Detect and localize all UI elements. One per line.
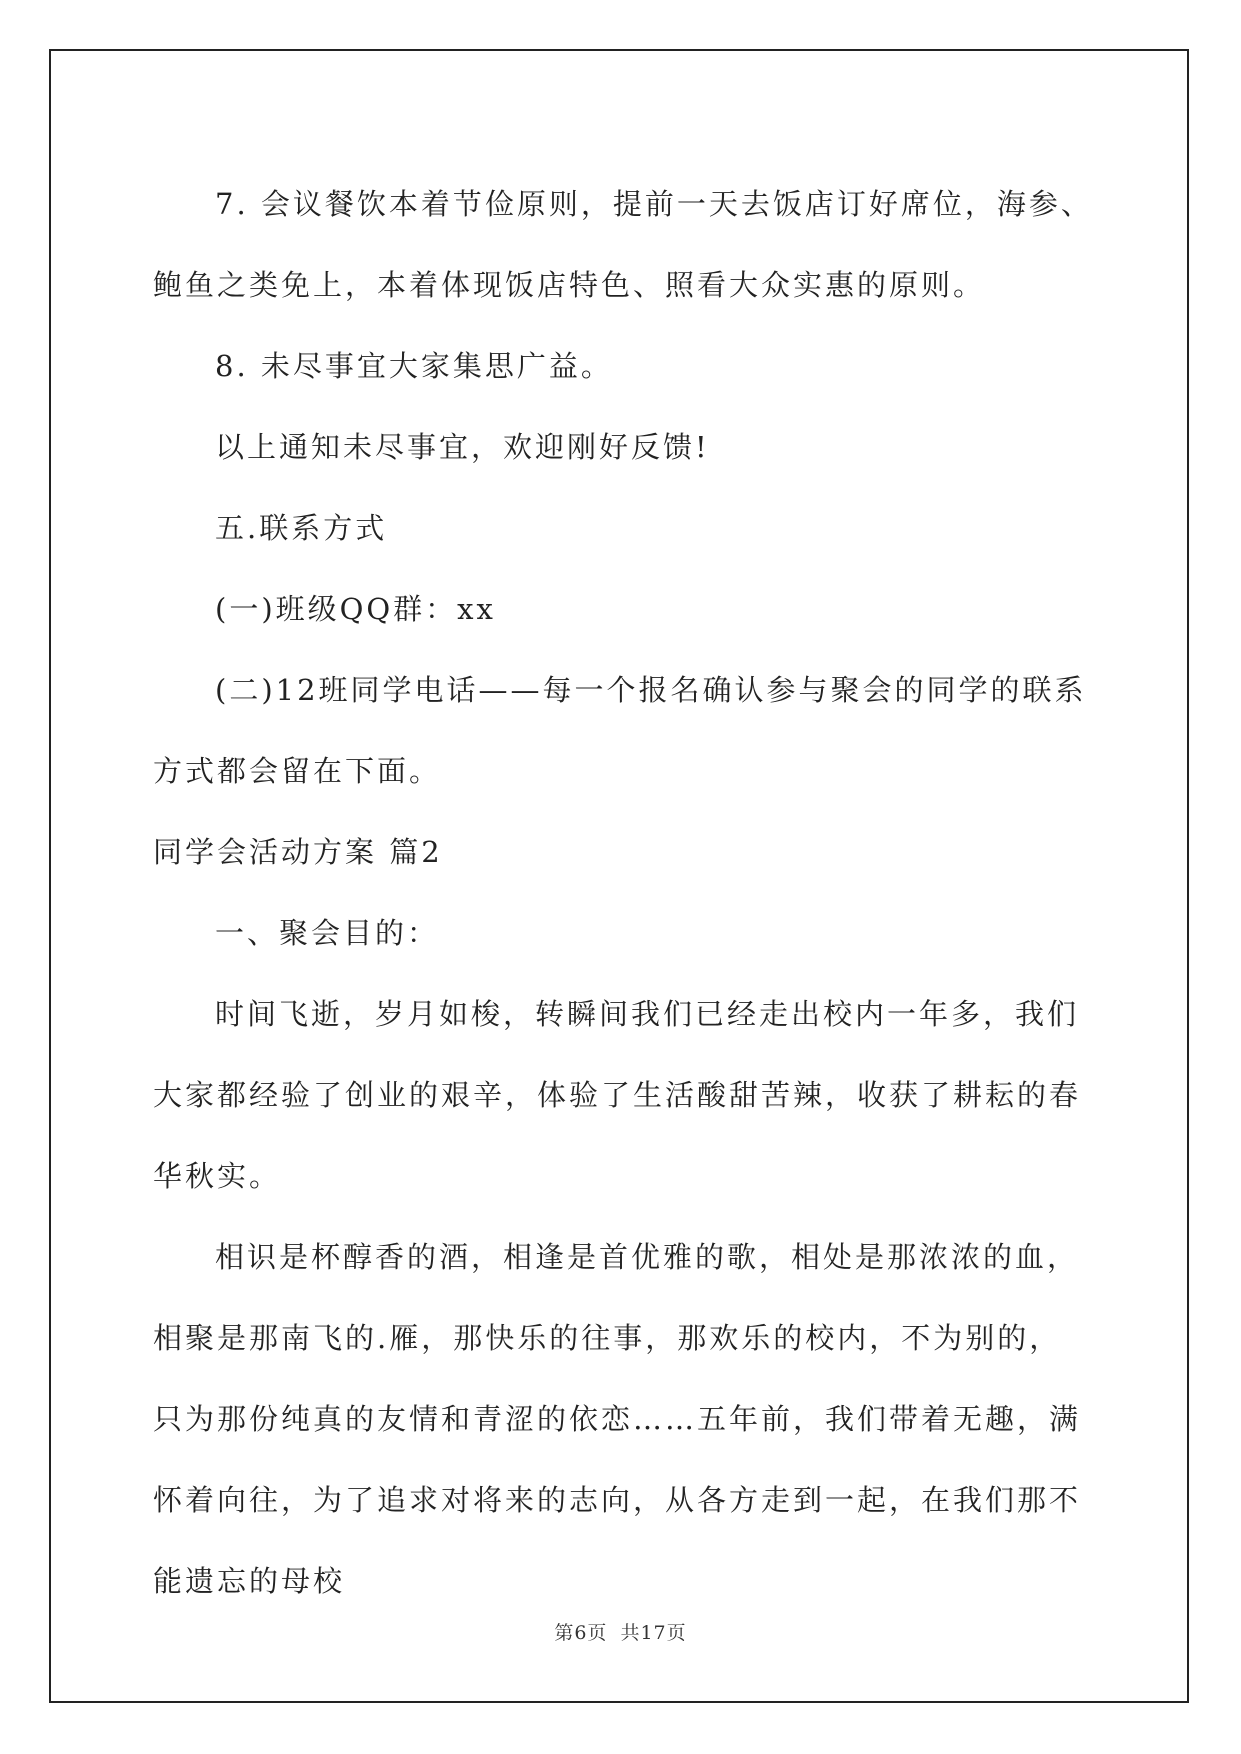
paragraph-catering: 7. 会议餐饮本着节俭原则，提前一天去饭店订好席位，海参、鲍鱼之类免上，本着体现饭店特色、照看大众实惠的原则。 [153, 187, 1093, 302]
page-footer [0, 1618, 1241, 1645]
paragraph-qq-group: (一)班级QQ群：xx [215, 592, 496, 626]
paragraph-reunion: 相识是杯醇香的酒，相逢是首优雅的歌，相处是那浓浓的血，相聚是那南飞的.雁，那快乐的往事，那欢乐的校内，不为别的，只为那份纯真的友情和青涩的依恋……五年前，我们带着无趣，满怀着向往，为了追求对将来的志向，从各方走到一起，在我们那不能遗忘的母校 [153, 1240, 1082, 1598]
article-title: 同学会活动方案 篇2 [153, 835, 443, 869]
section-heading-purpose: 一、聚会目的： [215, 916, 440, 950]
page-total: 共17页 [620, 1622, 687, 1644]
paragraph-time-flies: 时间飞逝，岁月如梭，转瞬间我们已经走出校内一年多，我们大家都经验了创业的艰辛，体验了生活酸甜苦辣，收获了耕耘的春华秋实。 [153, 997, 1082, 1193]
section-heading-contact: 五.联系方式 [215, 511, 388, 545]
document-body [153, 164, 1093, 1622]
paragraph-other-matters: 8. 未尽事宜大家集思广益。 [215, 349, 613, 383]
paragraph-phone: (二)12班同学电话——每一个报名确认参与聚会的同学的联系方式都会留在下面。 [153, 673, 1087, 788]
paragraph-feedback: 以上通知未尽事宜，欢迎刚好反馈! [215, 430, 710, 464]
page-number: 第6页 [554, 1622, 608, 1644]
